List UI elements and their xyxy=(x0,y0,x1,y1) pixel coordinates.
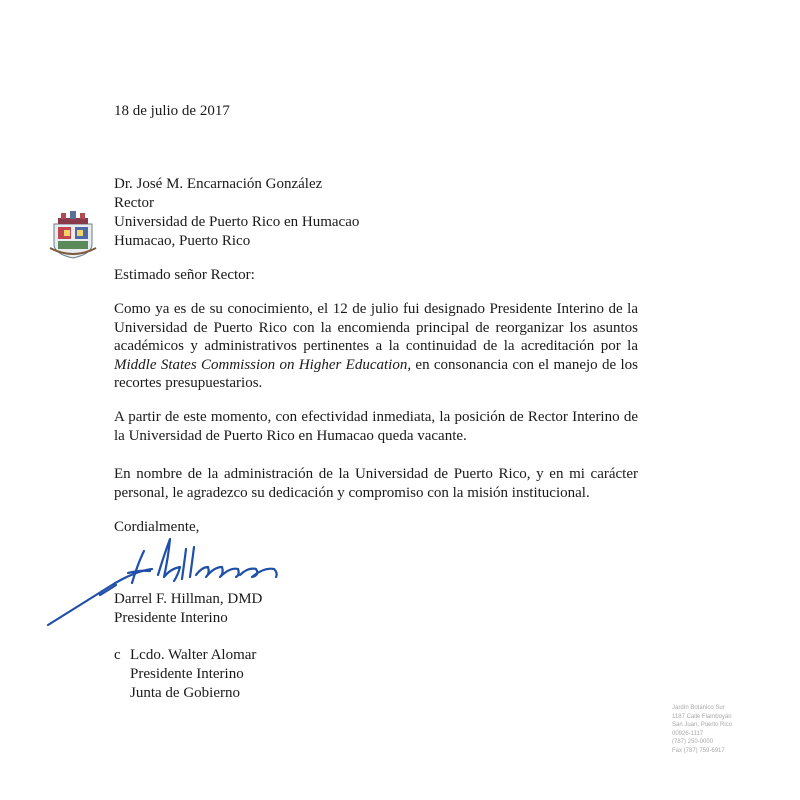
footer-line: Fax (787) 759-6917 xyxy=(672,747,725,754)
cc-name: Lcdo. Walter Alomar xyxy=(130,647,257,663)
signer-title: Presidente Interino xyxy=(114,610,228,626)
recipient-location: Humacao, Puerto Rico xyxy=(114,233,251,249)
cc-marker: c xyxy=(114,647,121,663)
recipient-title: Rector xyxy=(114,195,154,211)
paragraph-vacancy: A partir de este momento, con efectividad inmediata, la posición de Rector Interino de la Universidad de Puerto Rico en Humacao queda vacante. xyxy=(114,409,638,444)
footer-line: 1187 Calle Flamboyán xyxy=(672,713,732,720)
recipient-name: Dr. José M. Encarnación González xyxy=(114,176,323,192)
cc-org: Junta de Gobierno xyxy=(130,685,240,701)
paragraph-designation-part2: en consonancia con el manejo de los recortes presupuestarios. xyxy=(114,356,639,392)
letter-date: 18 de julio de 2017 xyxy=(114,103,230,119)
cc-title: Presidente Interino xyxy=(130,666,244,682)
signer-name: Darrel F. Hillman, DMD xyxy=(114,591,263,607)
paragraph-designation-part1: Como ya es de su conocimiento, el 12 de julio fui designado Presidente Interino de la Universidad de Puerto Rico con la encomienda principal de reorganizar los asuntos académicos y administrativos pertinentes a la continuidad de la acreditación por la xyxy=(114,301,638,355)
paragraph-gratitude: En nombre de la administración de la Universidad de Puerto Rico, y en mi carácter personal, le agradezco su dedicación y compromiso con la misión institucional. xyxy=(114,466,638,501)
footer-line: San Juan, Puerto Rico xyxy=(672,722,733,729)
footer-line: Jardín Botánico Sur xyxy=(672,705,725,711)
paragraph-designation xyxy=(114,300,638,393)
paragraph-designation-italic: Middle States Commission on Higher Education, xyxy=(114,356,412,373)
footer-address xyxy=(672,704,782,756)
salutation: Estimado señor Rector: xyxy=(114,267,255,283)
closing: Cordialmente, xyxy=(114,519,200,535)
recipient-institution: Universidad de Puerto Rico en Humacao xyxy=(114,214,360,230)
university-seal-icon xyxy=(48,210,98,260)
footer-line: 00926-1117 xyxy=(672,730,704,737)
footer-line: (787) 250-0000 xyxy=(672,739,714,746)
